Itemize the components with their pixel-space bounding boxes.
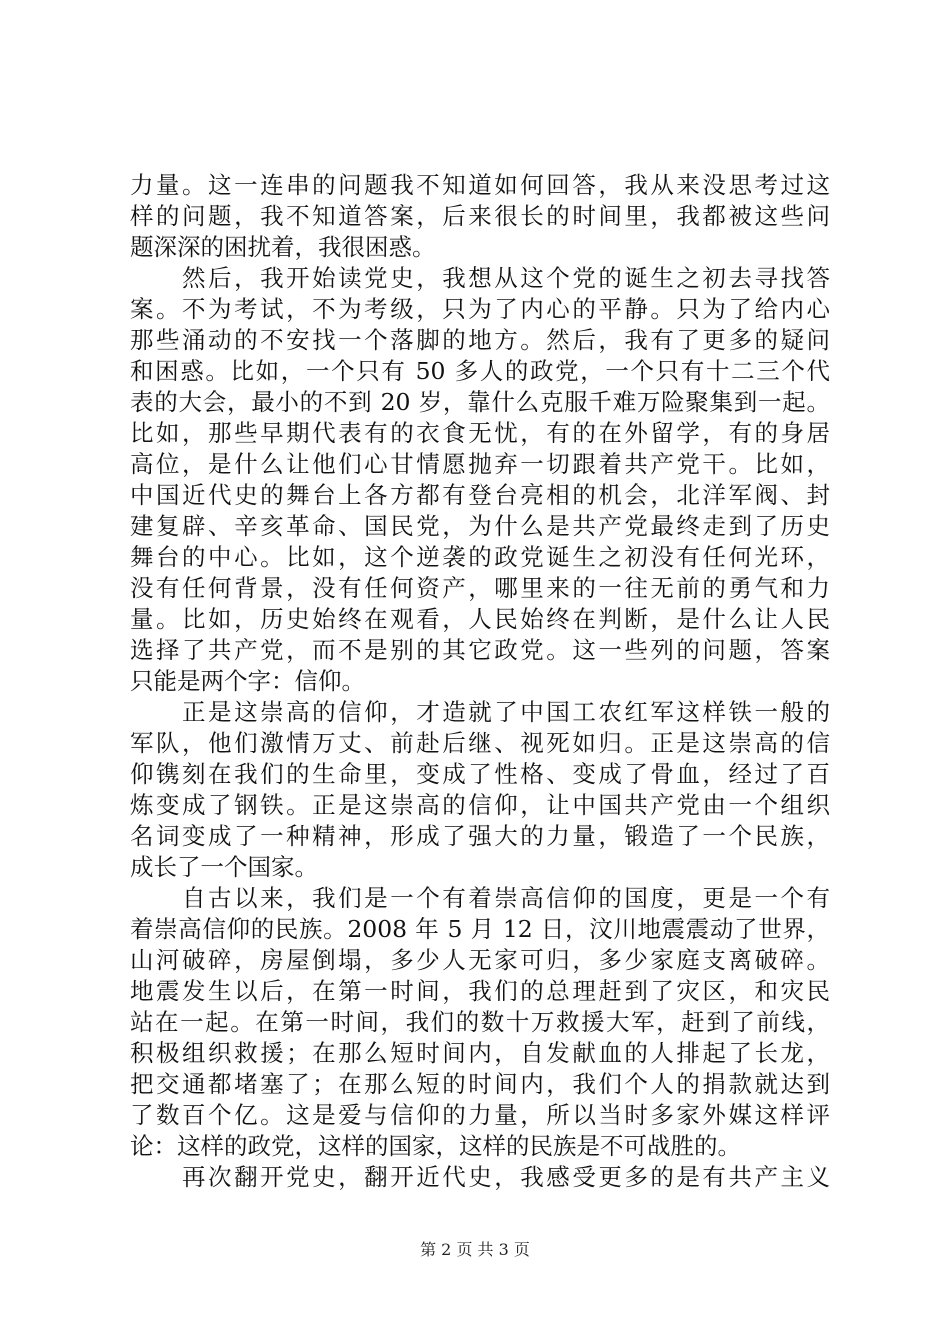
text-line: 样的问题，我不知道答案，后来很长的时间里，我都被这些问 (130, 202, 830, 230)
text-line: 再次翻开党史，翻开近代史，我感受更多的是有共产主义 (130, 1163, 830, 1191)
text-line: 地震发生以后，在第一时间，我们的总理赶到了灾区，和灾民 (130, 977, 830, 1005)
page-footer: 第 2 页 共 3 页 (420, 1240, 530, 1259)
text-line: 成长了一个国家。 (130, 853, 318, 881)
text-line: 积极组织救援；在那么短时间内，自发献血的人排起了长龙， (130, 1039, 830, 1067)
text-line: 舞台的中心。比如，这个逆袭的政党诞生之初没有任何光环， (130, 543, 830, 571)
text-line: 案。不为考试，不为考级，只为了内心的平静。只为了给内心 (130, 295, 830, 323)
text-line: 选择了共产党，而不是别的其它政党。这一些列的问题，答案 (130, 636, 830, 664)
text-line: 表的大会，最小的不到 20 岁，靠什么克服千难万险聚集到一起。 (130, 388, 830, 416)
text-line: 题深深的困扰着，我很困惑。 (130, 233, 436, 261)
text-line: 正是这崇高的信仰，才造就了中国工农红军这样铁一般的 (130, 698, 830, 726)
text-line: 军队，他们激情万丈、前赴后继、视死如归。正是这崇高的信 (130, 729, 830, 757)
text-line: 自古以来，我们是一个有着崇高信仰的国度，更是一个有 (130, 884, 830, 912)
text-line: 力量。这一连串的问题我不知道如何回答，我从来没思考过这 (130, 171, 830, 199)
text-line: 仰镌刻在我们的生命里，变成了性格、变成了骨血，经过了百 (130, 760, 830, 788)
text-line: 比如，那些早期代表有的衣食无忧，有的在外留学，有的身居 (130, 419, 830, 447)
text-line: 高位，是什么让他们心甘情愿抛弃一切跟着共产党干。比如， (130, 450, 830, 478)
text-line: 中国近代史的舞台上各方都有登台亮相的机会，北洋军阀、封 (130, 481, 830, 509)
text-line: 建复辟、辛亥革命、国民党，为什么是共产党最终走到了历史 (130, 512, 830, 540)
text-line: 然后，我开始读党史，我想从这个党的诞生之初去寻找答 (130, 264, 830, 292)
text-line: 了数百个亿。这是爱与信仰的力量，所以当时多家外媒这样评 (130, 1101, 830, 1129)
text-line: 论：这样的政党，这样的国家，这样的民族是不可战胜的。 (130, 1132, 741, 1160)
text-line: 把交通都堵塞了；在那么短的时间内，我们个人的捐款就达到 (130, 1070, 830, 1098)
text-line: 只能是两个字：信仰。 (130, 667, 365, 695)
text-line: 量。比如，历史始终在观看，人民始终在判断，是什么让人民 (130, 605, 830, 633)
text-line: 山河破碎，房屋倒塌，多少人无家可归，多少家庭支离破碎。 (130, 946, 830, 974)
text-line: 炼变成了钢铁。正是这崇高的信仰，让中国共产党由一个组织 (130, 791, 830, 819)
document-body (130, 170, 830, 1193)
text-line: 那些涌动的不安找一个落脚的地方。然后，我有了更多的疑问 (130, 326, 830, 354)
text-line: 着崇高信仰的民族。2008 年 5 月 12 日，汶川地震震动了世界， (130, 915, 830, 943)
text-line: 站在一起。在第一时间，我们的数十万救援大军，赶到了前线， (130, 1008, 830, 1036)
text-line: 没有任何背景，没有任何资产，哪里来的一往无前的勇气和力 (130, 574, 830, 602)
text-line: 和困惑。比如，一个只有 50 多人的政党，一个只有十二三个代 (130, 357, 830, 385)
text-line: 名词变成了一种精神，形成了强大的力量，锻造了一个民族， (130, 822, 830, 850)
